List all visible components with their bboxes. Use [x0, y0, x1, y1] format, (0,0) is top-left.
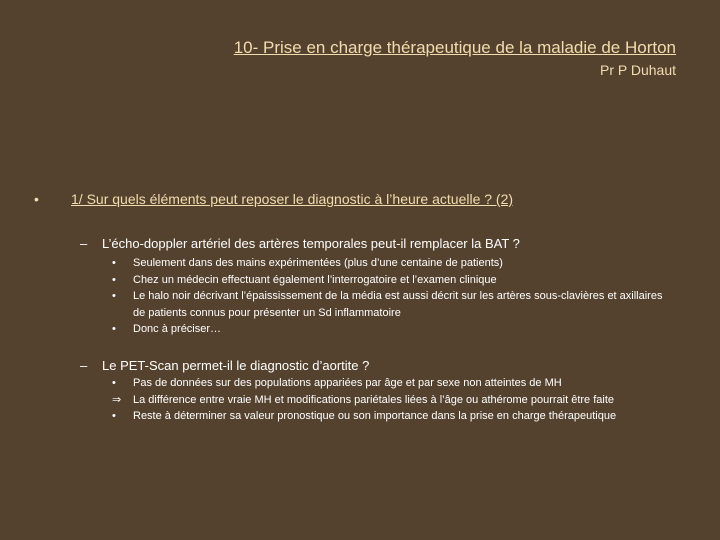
list-item-text: Seulement dans des mains expérimentées (plus d’une centaine de patients) — [133, 257, 503, 269]
bullet-mark: • — [112, 273, 116, 286]
list-item — [112, 408, 672, 425]
section1-list — [112, 255, 672, 338]
list-item — [112, 255, 672, 272]
list-item-text: Reste à déterminer sa valeur pronostique ou son importance dans la prise en charge thérapeutique — [133, 410, 617, 422]
list-item-text: La différence entre vraie MH et modifications pariétales liées à l’âge ou athérome pourrait être faite — [133, 393, 615, 406]
list-item — [112, 392, 672, 409]
level1-text: 1/ Sur quels éléments peut reposer le diagnostic à l’heure actuelle ? (2) — [71, 191, 514, 207]
section2-dash: – — [80, 358, 88, 373]
section2-heading-text: Le PET-Scan permet-il le diagnostic d’aortite ? — [102, 358, 370, 373]
bullet-mark: • — [112, 410, 116, 422]
slide-title: 10- Prise en charge thérapeutique de la maladie de Horton — [233, 38, 676, 57]
list-item — [112, 375, 672, 392]
section1-dash: – — [80, 236, 88, 251]
list-item — [112, 272, 672, 289]
list-item-text: Le halo noir décrivant l’épaississement de la média est aussi décrit sur les artères sous-clavières et axillaires de patients connus pour présenter un Sd inflammatoire — [133, 290, 663, 319]
bullet-mark: • — [112, 323, 116, 335]
bullet-mark: • — [112, 257, 116, 269]
list-item — [112, 288, 672, 321]
section1-heading-text: L’écho-doppler artériel des artères temporales peut-il remplacer la BAT ? — [102, 236, 520, 251]
list-item-text: Pas de données sur des populations appariées par âge et par sexe non atteintes de MH — [133, 377, 562, 389]
list-item-text: Donc à préciser… — [133, 323, 222, 335]
list-item — [112, 321, 672, 338]
section2-list — [112, 375, 672, 425]
slide-author: Pr P Duhaut — [599, 62, 676, 78]
list-item-text: Chez un médecin effectuant également l’interrogatoire et l’examen clinique — [133, 273, 497, 286]
bullet-mark: • — [112, 290, 116, 302]
level1-bullet: • — [34, 191, 39, 207]
bullet-mark: • — [112, 377, 116, 389]
arrow-mark: ⇒ — [112, 393, 122, 406]
